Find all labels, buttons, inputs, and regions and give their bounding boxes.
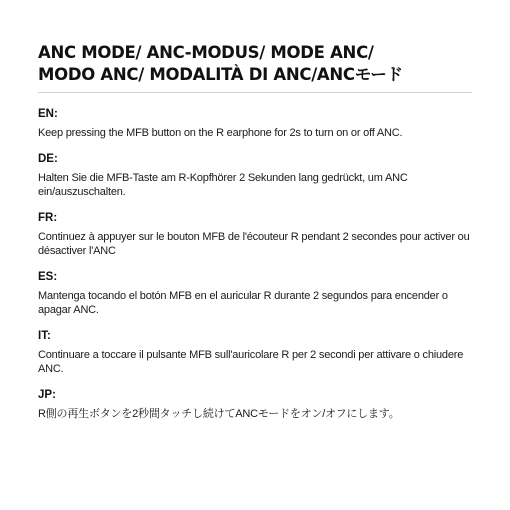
section-fr bbox=[38, 211, 472, 258]
language-code-es: ES: bbox=[38, 271, 58, 283]
instruction-text-it: Continuare a toccare il pulsante MFB sull'auricolare R per 2 secondi per attivare o chiudere ANC. bbox=[38, 349, 464, 375]
language-code-de: DE: bbox=[38, 153, 58, 165]
language-code-en: EN: bbox=[38, 108, 58, 120]
instruction-text-de: Halten Sie die MFB-Taste am R-Kopfhörer 2 Sekunden lang gedrückt, um ANC ein/auszuschalten. bbox=[38, 172, 408, 198]
page-title bbox=[38, 42, 472, 86]
language-code-fr: FR: bbox=[38, 212, 58, 224]
section-it bbox=[38, 329, 472, 376]
instruction-text-jp: R側の再生ボタンを2秒間タッチし続けてANCモードをオン/オフにします。 bbox=[38, 408, 400, 420]
title-line-1: ANC MODE/ ANC-MODUS/ MODE ANC/ bbox=[38, 43, 374, 62]
language-code-it: IT: bbox=[38, 330, 51, 342]
instruction-text-fr: Continuez à appuyer sur le bouton MFB de l'écouteur R pendant 2 secondes pour activer ou désactiver l'ANC bbox=[38, 231, 470, 257]
section-en bbox=[38, 107, 472, 140]
title-line-2: MODO ANC/ MODALITÀ DI ANC/ANCモード bbox=[38, 65, 403, 84]
section-de bbox=[38, 152, 472, 199]
language-code-jp: JP: bbox=[38, 389, 56, 401]
section-jp bbox=[38, 388, 472, 421]
section-es bbox=[38, 270, 472, 317]
title-divider bbox=[38, 92, 472, 93]
instruction-text-en: Keep pressing the MFB button on the R earphone for 2s to turn on or off ANC. bbox=[38, 127, 403, 139]
instruction-text-es: Mantenga tocando el botón MFB en el auricular R durante 2 segundos para encender o apagar ANC. bbox=[38, 290, 448, 316]
